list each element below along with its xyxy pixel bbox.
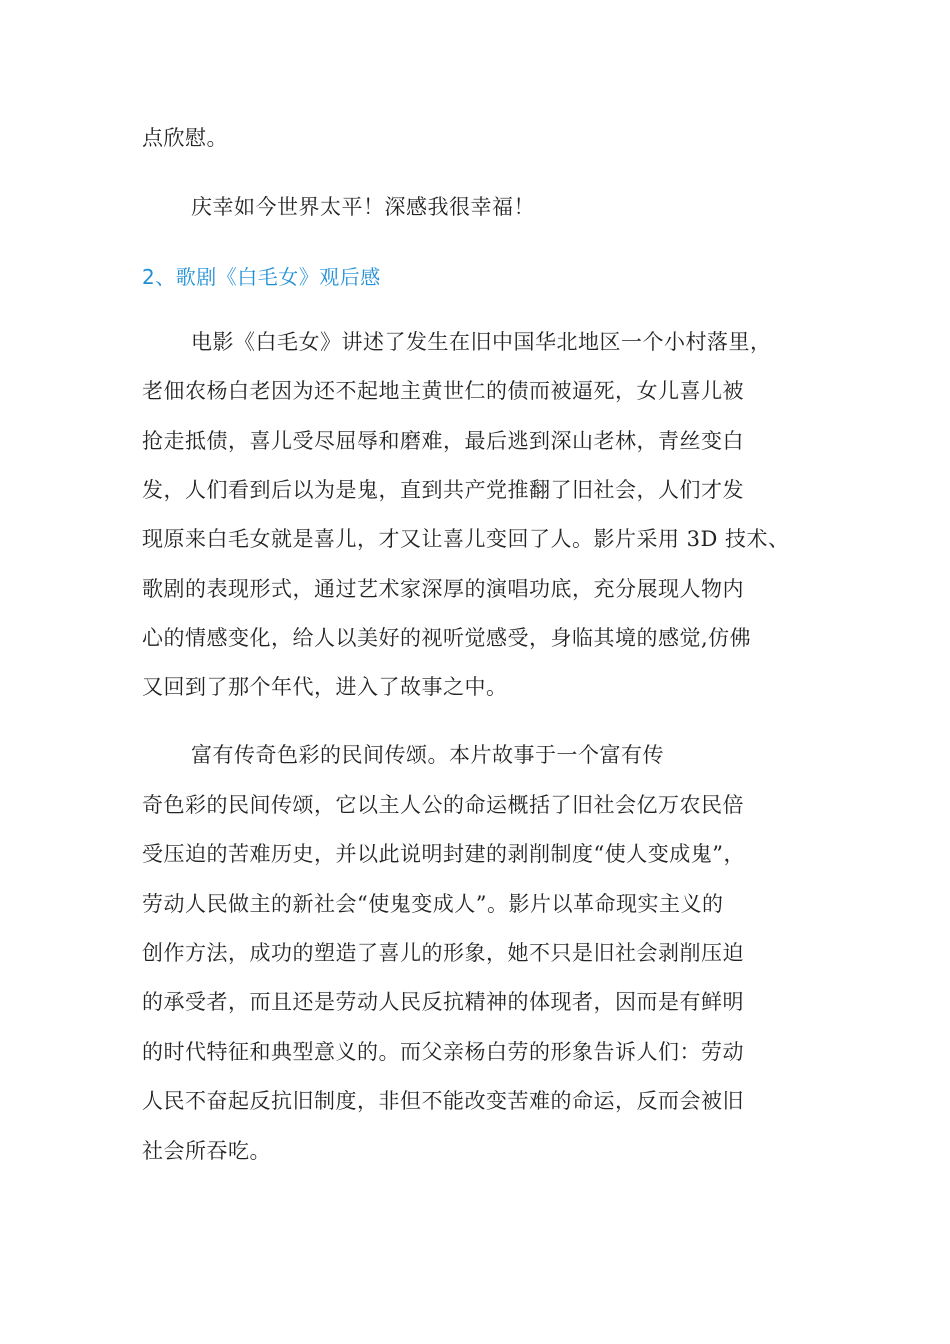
paragraph-line: 老佃农杨白老因为还不起地主黄世仁的债而被逼死，女儿喜儿被 [142, 379, 744, 403]
paragraph-line: 富有传奇色彩的民间传颂。本片故事于一个富有传 [191, 743, 664, 767]
closing-line: 庆幸如今世界太平！深感我很幸福！ [191, 195, 535, 219]
paragraph-line: 劳动人民做主的新社会“使鬼变成人”。影片以革命现实主义的 [142, 892, 724, 916]
paragraph-line: 发，人们看到后以为是鬼，直到共产党推翻了旧社会，人们才发 [142, 478, 744, 502]
paragraph-line: 社会所吞吃。 [142, 1139, 271, 1163]
paragraph-line: 人民不奋起反抗旧制度，非但不能改变苦难的命运，反而会被旧 [142, 1089, 744, 1113]
paragraph-line: 现原来白毛女就是喜儿，才又让喜儿变回了人。影片采用 3D 技术、 [142, 527, 790, 551]
paragraph-line: 的时代特征和典型意义的。而父亲杨白劳的形象告诉人们：劳动 [142, 1040, 744, 1064]
paragraph-line: 又回到了那个年代，进入了故事之中。 [142, 675, 508, 699]
fragment-line: 点欣慰。 [142, 126, 228, 150]
paragraph-line: 受压迫的苦难历史，并以此说明封建的剥削制度“使人变成鬼”， [142, 842, 745, 866]
paragraph-line: 奇色彩的民间传颂，它以主人公的命运概括了旧社会亿万农民倍 [142, 793, 744, 817]
paragraph-line: 歌剧的表现形式，通过艺术家深厚的演唱功底，充分展现人物内 [142, 577, 744, 601]
section-heading: 2、歌剧《白毛女》观后感 [142, 265, 381, 289]
paragraph-line: 电影《白毛女》讲述了发生在旧中国华北地区一个小村落里， [191, 330, 772, 354]
paragraph-line: 的承受者，而且还是劳动人民反抗精神的体现者，因而是有鲜明 [142, 990, 744, 1014]
paragraph-line: 心的情感变化，给人以美好的视听觉感受，身临其境的感觉,仿佛 [142, 626, 752, 650]
paragraph-line: 创作方法，成功的塑造了喜儿的形象，她不只是旧社会剥削压迫 [142, 941, 744, 965]
paragraph-line: 抢走抵债，喜儿受尽屈辱和磨难，最后逃到深山老林，青丝变白 [142, 429, 744, 453]
